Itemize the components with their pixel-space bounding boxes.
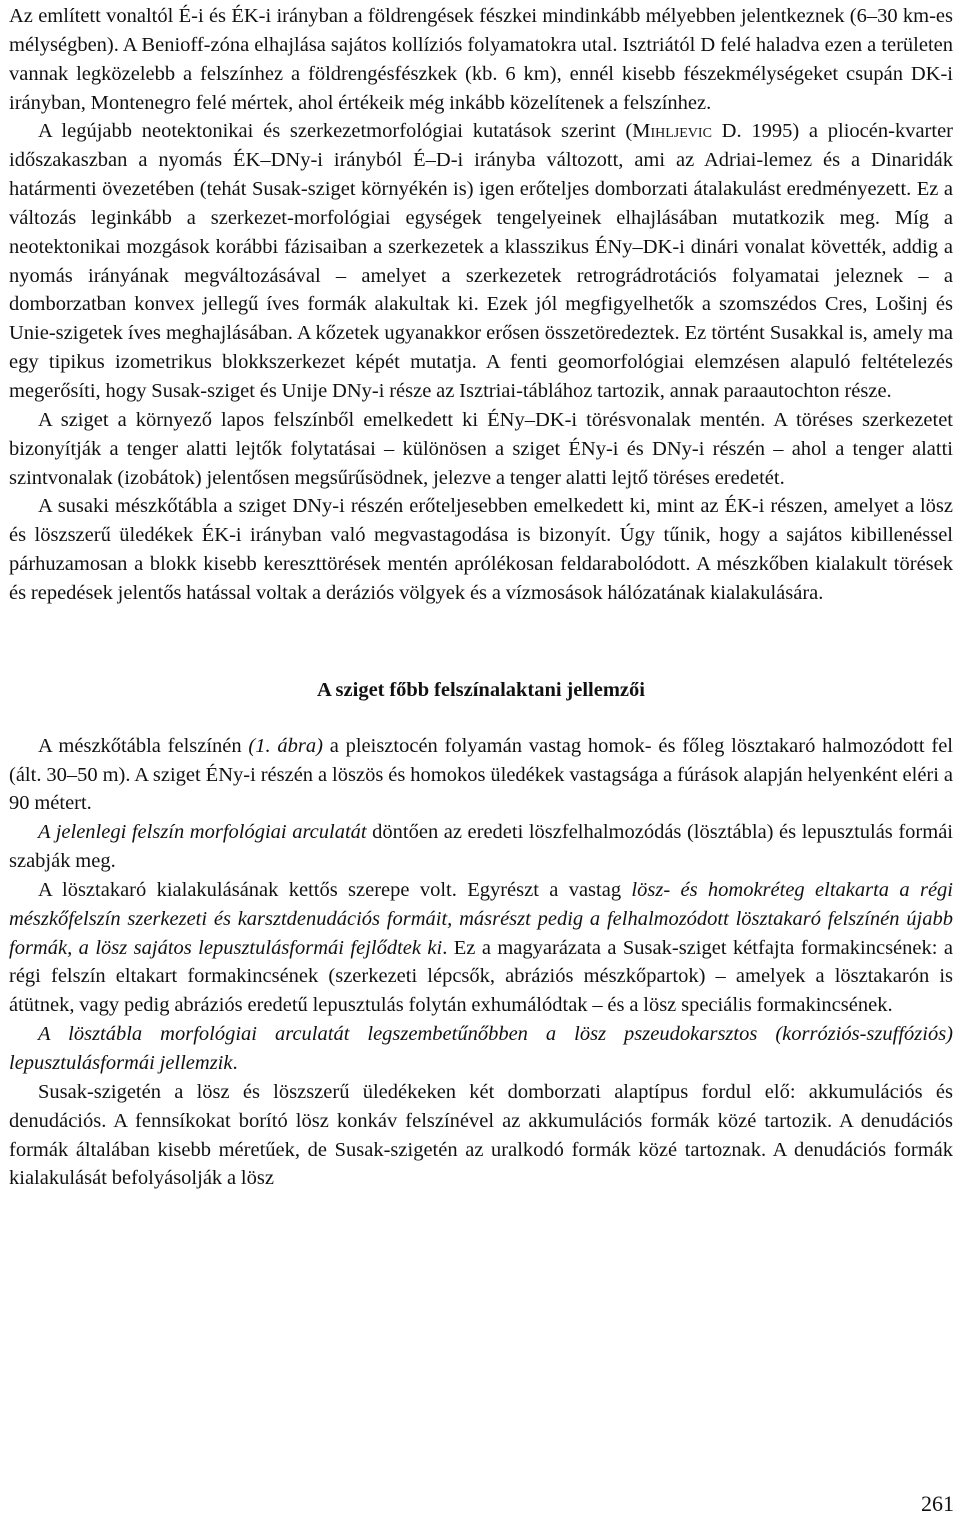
author-name: Mihljevic <box>632 120 712 143</box>
text-segment: . <box>232 1052 238 1074</box>
text-segment: Susak-szigetén a lösz és löszszerű üledékeken két domborzati alaptípus fordul elő: akkumulációs és denudációs. A fennsíkokat borító lösz konkáv felszínével az akkumulációs formák közé tartozik. A denudációs formák általában kisebb méretűek, de Susak-szigetén az uralkodó formák közé tartoznak. A denudációs formák kialakulását befolyásolják a lösz <box>9 1080 953 1190</box>
paragraph <box>9 818 953 876</box>
italic-text: lösz- és homokréteg eltakarta a régi mészkőfelszín szerkezeti és karsztdenudációs formáit, másrészt pedig a felhalmozódott lösztakaró felszínén újabb formák, a lösz sajátos lepusztulásformái fejlődtek ki <box>9 878 953 959</box>
paragraph <box>9 117 953 405</box>
italic-text: (1. ábra) <box>248 734 323 757</box>
text-segment: A lösztakaró kialakulásának kettős szerepe volt. Egyrészt a vastag <box>38 878 632 901</box>
text-segment: A legújabb neotektonikai és szerkezetmorfológiai kutatások szerint ( <box>38 120 633 143</box>
paragraph <box>9 876 953 1020</box>
paragraph <box>9 406 953 493</box>
text-segment: A susaki mészkőtábla a sziget DNy-i részén erőteljesebben emelkedett ki, mint az ÉK-i részen, amelyet a lösz és löszszerű üledékek ÉK-i irányban való megvastagodása is bizonyít. Úgy tűnik, hogy a sajátos kibillenéssel párhuzamosan a blokk kisebb kereszttörések mentén aprólékosan feldarabolódott. A mészkőben kialakult törések és repedések jelentős hatással voltak a deráziós völgyek és a vízmosások hálózatának kialakulására. <box>9 495 953 604</box>
section-body-text <box>9 732 953 1194</box>
text-segment: Az említett vonaltól É-i és ÉK-i irányban a földrengések fészkei mindinkább mélyebben jelentkeznek (6–30 km-es mélységben). A Benioff-zóna elhajlása sajátos kollíziós folyamatokra utal. Isztriától D felé haladva ezen a területen vannak legközelebb a felszínhez a földrengésfészkek (kb. 6 km), ennél kisebb fészekmélységeket csupán DK-i irányban, Montenegro felé mértek, ahol értékeik még inkább közelítenek a felszínhez. <box>9 5 953 114</box>
text-segment: . Ez a magyarázata a Susak-sziget kétfajta formakincsének: a régi felszín eltakart formakincsének (szerkezeti lépcsők, abráziós mészkőpartok) – amelyek a lösztakarón is átütnek, vagy pedig abráziós eredetű lepusztulás folytán exhumálódtak – és a lösz speciális formakincsének. <box>9 936 953 1017</box>
italic-text: A jelenlegi felszín morfológiai arculatát <box>38 821 367 844</box>
page-number: 261 <box>921 1491 954 1516</box>
paragraph <box>9 492 953 607</box>
paragraph <box>9 1078 953 1193</box>
text-segment: D. 1995) a pliocén-kvarter időszakaszban a nyomás ÉK–DNy-i irányból É–D-i irányba változott, ami az Adriai-lemez és a Dinaridák határmenti övezetében (tehát Susak-sziget környékén is) igen erőteljes domborzati átalakulást eredményezett. Ez a változás leginkább a szerkezet-morfológiai egységek tengelyeinek elhajlásában mutatkozik meg. Míg a neotektonikai mozgások korábbi fázisaiban a szerkezetek a klasszikus ÉNy–DK-i dinári vonalat követték, addig a nyomás irányának megváltozásával – amelyet a szerkezetek retrográdrotációs folyamatai jeleznek – a domborzatban konvex jellegű íves formák alakultak ki. Ezek jól megfigyelhetők a szomszédos Cres, Lošinj és Unie-szigetek íves meghajlásában. A kőzetek ugyanakkor erősen összetöredeztek. Ez történt Susakkal is, amely ma egy tipikus izometrikus blokkszerkezet képét mutatja. A fenti geomorfológiai elemzésen alapuló feltételezés megerősíti, hogy Susak-sziget és Unije DNy-i része az Isztriai-táblához tartozik, annak paraautochton része. <box>9 120 953 402</box>
text-segment: döntően az eredeti löszfelhalmozódás (lösztábla) és lepusztulás formái szabják meg. <box>9 821 953 873</box>
italic-text: A lösztábla morfológiai arculatát legszembetűnőbben a lösz pszeudokarsztos (korróziós-szuffóziós) lepusztulásformái jellemzik <box>9 1023 953 1074</box>
text-segment: A mészkőtábla felszínén <box>38 734 249 757</box>
paragraph <box>9 1020 953 1078</box>
text-segment: A sziget a környező lapos felszínből emelkedett ki ÉNy–DK-i törésvonalak mentén. A töréses szerkezetet bizonyítják a tenger alatti lejtők folytatásai – különösen a sziget ÉNy-i és DNy-i részén – ahol a tenger alatti szintvonalak (izobátok) jelentősen megsűrűsödnek, jelezve a tenger alatti lejtő töréses eredetét. <box>9 408 953 489</box>
section-heading: A sziget főbb felszínalaktani jellemzői <box>317 678 645 701</box>
paragraph <box>9 2 953 117</box>
body-text <box>9 2 953 608</box>
paragraph <box>9 732 953 819</box>
text-segment: a pleisztocén folyamán vastag homok- és főleg lösztakaró halmozódott fel (ált. 30–50 m). A sziget ÉNy-i részén a löszös és homokos üledékek vastagsága a fúrások alapján helyenként eléri a 90 métert. <box>9 734 953 815</box>
